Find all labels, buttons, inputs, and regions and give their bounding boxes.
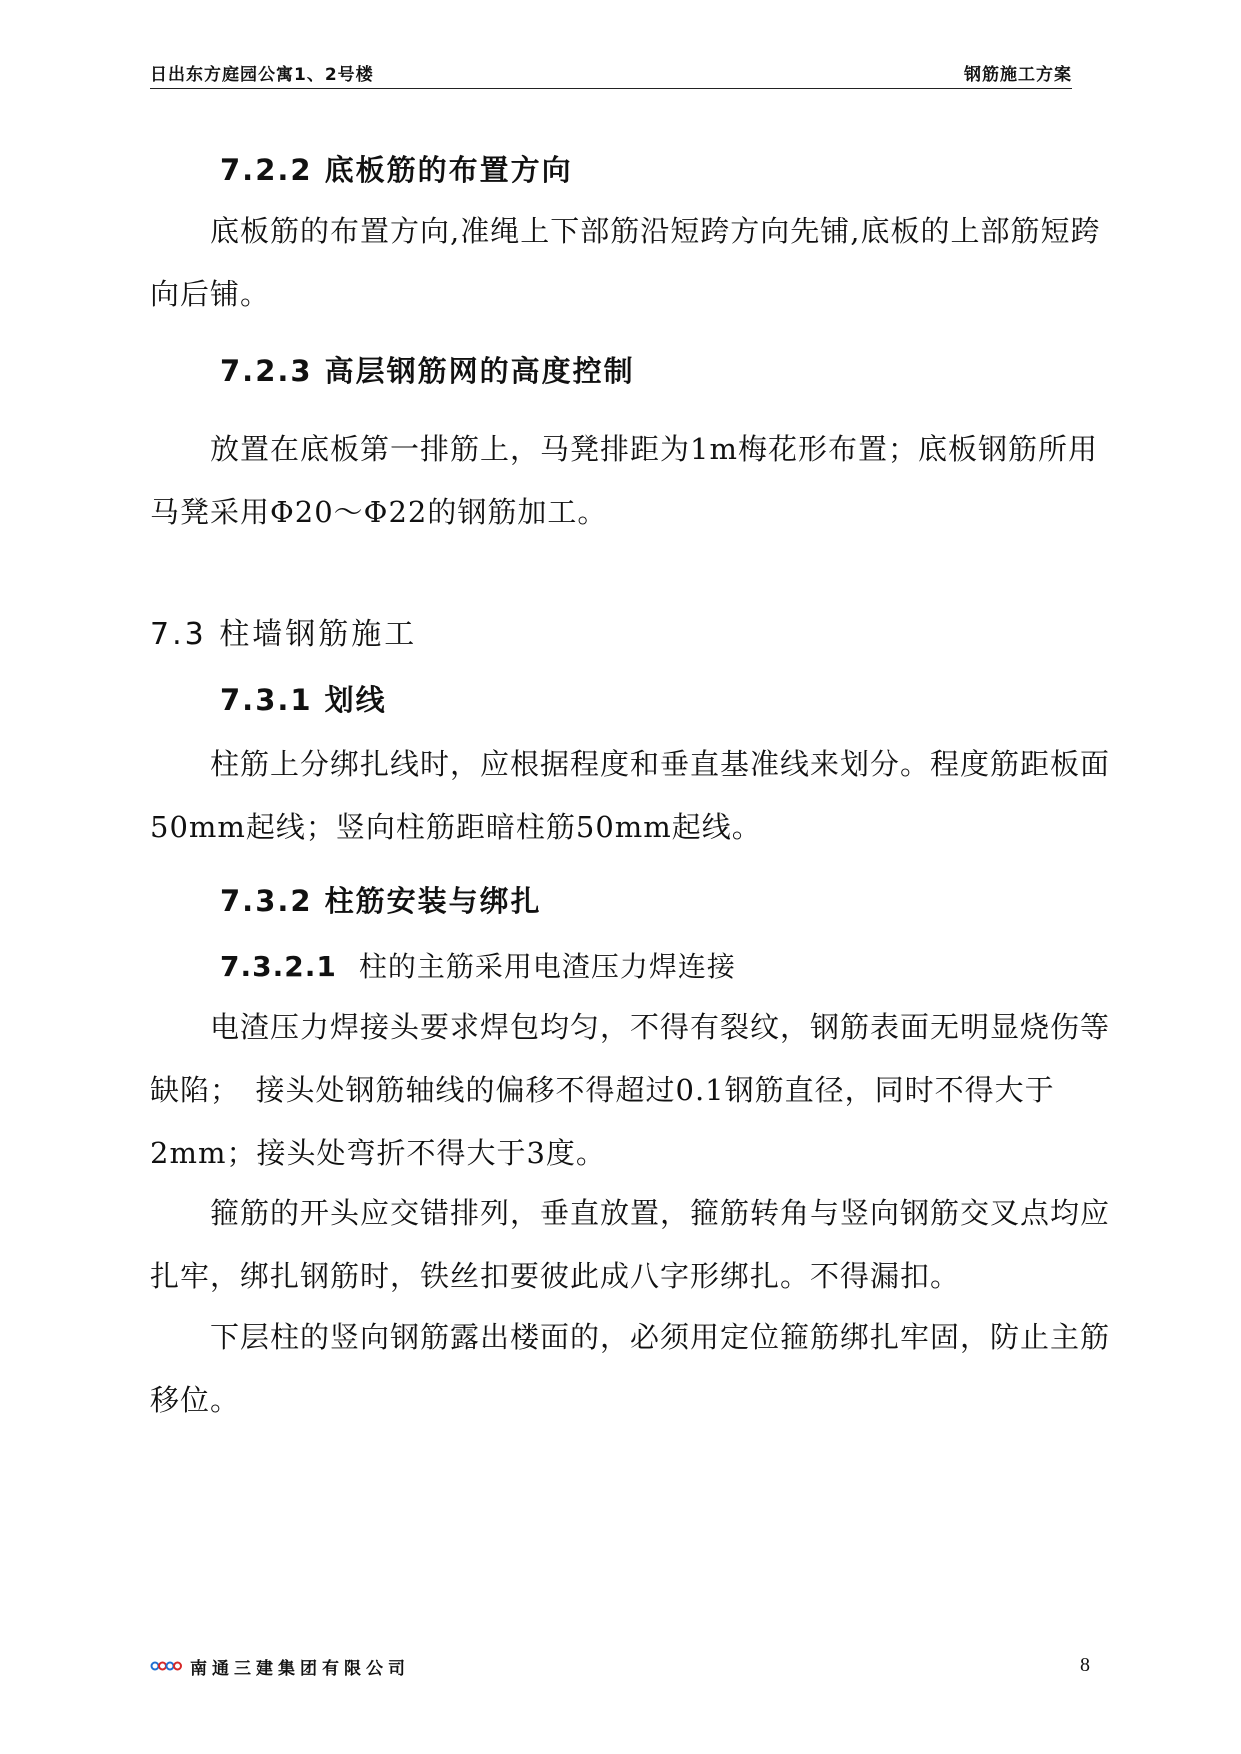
heading-7-3-2-1-number: 7.3.2.1 — [220, 950, 337, 983]
heading-7-3-2-1 — [220, 945, 736, 985]
company-logo-icon — [150, 1658, 184, 1674]
paragraph-7-3-1: 柱筋上分绑扎线时，应根据程度和垂直基准线来划分。程度筋距板面50mm起线；竖向柱筋距暗柱筋50mm起线。 — [150, 747, 1111, 844]
page-header — [150, 52, 1072, 89]
paragraph-7-3-2-1-positioning: 下层柱的竖向钢筋露出楼面的，必须用定位箍筋绑扎牢固，防止主筋移位。 — [150, 1320, 1111, 1417]
page-number: 8 — [1080, 1654, 1090, 1676]
paragraph-7-3-2-1-welding: 电渣压力焊接头要求焊包均匀，不得有裂纹，钢筋表面无明显烧伤等缺陷； 接头处钢筋轴线的偏移不得超过0.1钢筋直径，同时不得大于2mm；接头处弯折不得大于3度。 — [150, 1010, 1111, 1170]
heading-7-3-2: 7.3.2 柱筋安装与绑扎 — [220, 884, 542, 918]
heading-7-3-1: 7.3.1 划线 — [220, 683, 387, 717]
heading-7-3-2-1-title: 柱的主筋采用电渣压力焊连接 — [358, 950, 736, 983]
heading-7-2-2: 7.2.2 底板筋的布置方向 — [220, 153, 573, 187]
header-doc-title: 钢筋施工方案 — [964, 65, 1072, 85]
paragraph-7-3-2-1-stirrups: 箍筋的开头应交错排列，垂直放置，箍筋转角与竖向钢筋交叉点均应扎牢，绑扎钢筋时，铁丝扣要彼此成八字形绑扎。不得漏扣。 — [150, 1196, 1111, 1293]
paragraph-7-2-3: 放置在底板第一排筋上，马凳排距为1m梅花形布置；底板钢筋所用马凳采用Φ20～Φ22的钢筋加工。 — [150, 432, 1098, 529]
footer-company-name: 南通三建集团有限公司 — [190, 1659, 410, 1679]
paragraph-7-2-2: 底板筋的布置方向,准绳上下部筋沿短跨方向先铺,底板的上部筋短跨向后铺。 — [150, 214, 1101, 311]
heading-7-3: 7.3 柱墙钢筋施工 — [150, 617, 418, 652]
page-footer — [150, 1654, 1090, 1684]
heading-7-2-3: 7.2.3 高层钢筋网的高度控制 — [220, 354, 635, 388]
header-project-name: 日出东方庭园公寓1、2号楼 — [150, 65, 374, 85]
